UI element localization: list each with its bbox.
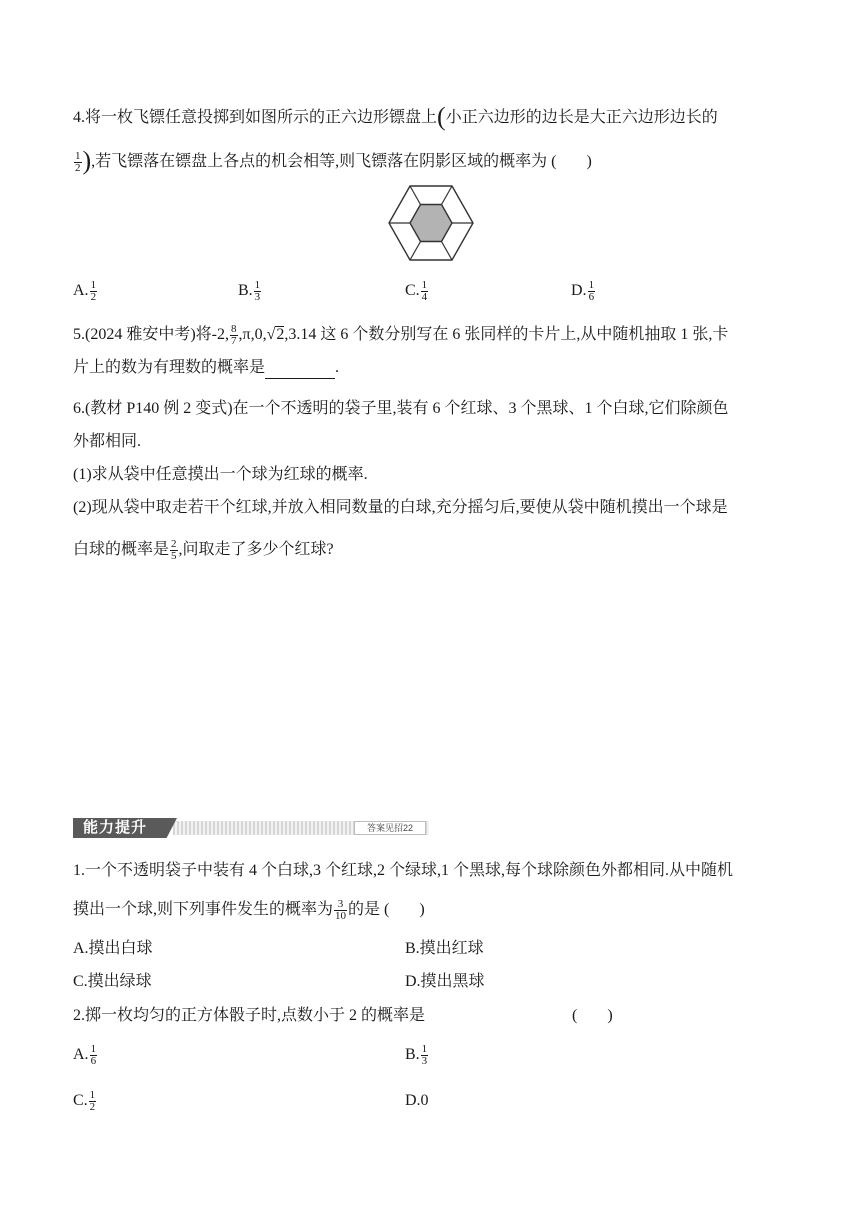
q4-option-a[interactable] <box>73 280 98 303</box>
p2-option-a[interactable] <box>73 1044 98 1067</box>
frac-num: 2 <box>171 538 177 550</box>
option-fraction <box>421 280 429 303</box>
p1-line1: 1.一个不透明袋子中装有 4 个白球,3 个红球,2 个绿球,1 个黑球,每个球除颜色外都相同.从中随机 <box>73 862 734 879</box>
frac-den: 4 <box>421 291 428 303</box>
q5-fraction <box>230 324 238 347</box>
p1-line2-end: ) <box>419 901 425 919</box>
p2-option-b[interactable] <box>405 1044 429 1067</box>
frac-num: 1 <box>588 279 595 291</box>
frac-den: 2 <box>89 1101 96 1113</box>
q4-cont-end: ) <box>586 153 592 170</box>
q6-sub1: (1)求从袋中任意摸出一个球为红球的概率. <box>73 466 368 483</box>
p1-option-a[interactable]: A.摸出白球 <box>73 940 153 957</box>
frac-den: 3 <box>254 291 261 303</box>
frac-num: 3 <box>334 899 347 911</box>
q5-line2-end: . <box>335 359 340 376</box>
q5-line2 <box>73 357 339 379</box>
q6-sub2: (2)现从袋中取走若干个红球,并放入相同数量的白球,充分摇匀后,要使从袋中随机摸出一个球是 <box>73 499 728 516</box>
p1-option-c[interactable]: C.摸出绿球 <box>73 973 152 990</box>
frac-den: 2 <box>90 291 97 303</box>
q6-sub2b-suffix: ,问取走了多少个红球? <box>178 541 334 559</box>
frac-den: 6 <box>588 291 595 303</box>
frac-den: 6 <box>90 1055 97 1067</box>
frac-num: 1 <box>90 279 97 291</box>
q4-frac-den: 2 <box>75 161 81 174</box>
option-fraction <box>90 280 98 303</box>
q6-fraction <box>170 539 178 562</box>
frac-den: 7 <box>231 335 237 347</box>
option-label: C. <box>405 282 420 300</box>
option-label: D.0 <box>405 1092 429 1109</box>
q4-fraction <box>74 151 82 174</box>
option-label: D. <box>571 282 587 300</box>
p2-option-d[interactable] <box>405 1090 429 1112</box>
option-fraction <box>588 280 596 303</box>
section-banner <box>73 818 429 838</box>
q4-line1 <box>73 102 718 131</box>
option-label: A. <box>73 282 89 300</box>
p2-option-c[interactable] <box>73 1090 97 1113</box>
sqrt-icon: √ <box>266 326 276 344</box>
option-label: B. <box>238 282 253 300</box>
p1-fraction <box>334 899 347 922</box>
p1-option-d[interactable]: D.摸出黑球 <box>405 973 485 990</box>
section-title: 能力提升 <box>83 819 148 836</box>
q4-line2 <box>73 146 592 175</box>
q5-mid1: ,π,0, <box>238 326 267 344</box>
q4-paren-close: ) <box>82 146 92 175</box>
q4-option-c[interactable] <box>405 280 429 303</box>
q6-line1: 6.(教材 P140 例 2 变式)在一个不透明的袋子里,装有 6 个红球、3 个黑球、1 个白球,它们除颜色 <box>73 400 729 417</box>
p1-line2 <box>73 899 425 922</box>
q4-note: 小正六边形的边长是大正六边形边长的 <box>445 109 718 126</box>
frac-den: 5 <box>171 550 177 562</box>
p2-line1: 2.掷一枚均匀的正方体骰子时,点数小于 2 的概率是 <box>73 1007 426 1024</box>
q5-line1 <box>73 324 728 347</box>
q4-prefix: 4.将一枚飞镖任意投掷到如图所示的正六边形镖盘上 <box>73 109 438 126</box>
q4-option-d[interactable] <box>571 280 596 303</box>
q4-frac-num: 1 <box>75 149 81 162</box>
q5-mid2: ,3.14 这 6 个数分别写在 6 张同样的卡片上,从中随机抽取 1 张,卡 <box>284 326 729 344</box>
p1-line2-prefix: 摸出一个球,则下列事件发生的概率为 <box>73 901 334 919</box>
frac-num: 1 <box>89 1089 96 1101</box>
option-fraction <box>89 1090 97 1113</box>
q5-sqrt-value: 2 <box>276 326 285 344</box>
frac-num: 1 <box>254 279 261 291</box>
p2-paren-close: ) <box>607 1007 613 1024</box>
p1-option-b[interactable]: B.摸出红球 <box>405 940 484 957</box>
q6-line2: 外都相同. <box>73 433 142 450</box>
q4-cont: ,若飞镖落在镖盘上各点的机会相等,则飞镖落在阴影区域的概率为 ( <box>91 153 557 170</box>
frac-den: 3 <box>421 1055 428 1067</box>
q5-prefix: 5.(2024 雅安中考)将-2, <box>73 326 229 344</box>
q4-paren-open: ( <box>437 102 446 131</box>
option-label: C. <box>73 1092 88 1110</box>
q4-option-b[interactable] <box>238 280 262 303</box>
option-fraction <box>254 280 262 303</box>
frac-num: 1 <box>421 1043 428 1055</box>
q6-sub2b <box>73 539 334 562</box>
option-label: B. <box>405 1046 420 1064</box>
hexagon-dartboard-figure <box>386 183 476 263</box>
option-label: A. <box>73 1046 89 1064</box>
option-fraction <box>421 1044 429 1067</box>
p2-answer-paren <box>572 1005 613 1027</box>
p2-paren-open: ( <box>572 1007 578 1024</box>
p1-line2-suffix: 的是 ( <box>348 901 390 919</box>
frac-num: 1 <box>421 279 428 291</box>
frac-num: 8 <box>231 323 237 335</box>
q5-line2-text: 片上的数为有理数的概率是 <box>73 359 266 376</box>
option-fraction <box>90 1044 98 1067</box>
frac-den: 10 <box>335 910 347 922</box>
frac-num: 1 <box>90 1043 97 1055</box>
q6-sub2b-prefix: 白球的概率是 <box>73 541 170 559</box>
answer-tag[interactable]: 答案见招22 <box>354 821 426 835</box>
q5-answer-blank[interactable] <box>265 362 335 379</box>
